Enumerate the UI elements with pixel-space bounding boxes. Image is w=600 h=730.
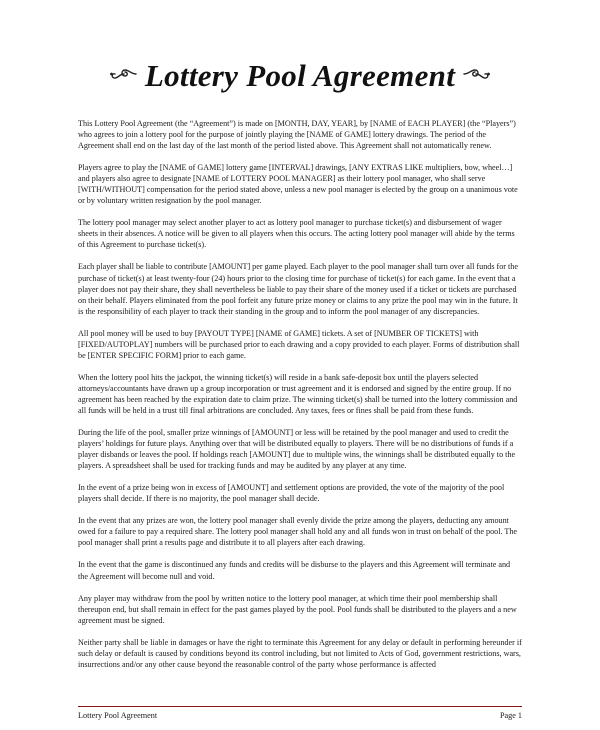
footer-document-name: Lottery Pool Agreement [78, 711, 158, 720]
paragraph-withdrawal: Any player may withdraw from the pool by written notice to the lottery pool manager, at which time their pool membership shall thereupon end, but shall remain in effect for the past games played by the pool. Pool funds shall be distributed to the players and a new agreement must be signed. [78, 593, 517, 625]
paragraph-tickets: All pool money will be used to buy [PAYOUT TYPE] [NAME of GAME] tickets. A set of [NUMBER OF TICKETS] with [FIXED/AUTOPLAY] numbers will be purchased prior to each drawing and a copy provided to each player. Forms of distribution shall be [ENTER SPECIFIC FORM] prior to each game. [78, 328, 520, 360]
paragraph-settlement: In the event of a prize being won in excess of [AMOUNT] and settlement options are provided, the vote of the majority of the pool players shall decide. If there is no majority, the pool manager shall decide. [78, 483, 505, 504]
title-block [0, 58, 600, 94]
paragraph-game: Players agree to play the [NAME of GAME] lottery game [INTERVAL] drawings, [ANY EXTRAS LIKE multipliers, bow, wheel…] and players also agree to designate [NAME of LOTTERY POOL MANAGER] as their lottery pool manager, who shall serve [WITH/WITHOUT] compensation for the period stated above, unless a new pool manager is elected by the group on a unanimous vote or by voluntary written resignation by the pool manager. [78, 163, 518, 206]
agreement-body [78, 118, 522, 681]
paragraph-acting-manager: The lottery pool manager may select another player to act as lottery pool manager to purchase ticket(s) and disbursement of wager sheets in their absences. A notice will be given to all players when this occurs. The acting lottery pool manager will abide by the terms of this Agreement to purchase ticket(s). [78, 218, 515, 250]
paragraph-jackpot: When the lottery pool hits the jackpot, the winning ticket(s) will reside in a bank safe-deposit box until the players selected attorneys/accountants have drawn up a group incorporation or trust agreement and it is endorsed and signed by the entire group. If no agreement has been reached by the expiration date to claim prize. The winning ticket(s) shall be turned into the lottery commission and all funds will be held in a trust till final arbitrations are concluded. Any taxes, fees or fines shall be paid from these funds. [78, 372, 518, 415]
footer-divider [78, 706, 522, 707]
paragraph-small-prizes: During the life of the pool, smaller prize winnings of [AMOUNT] or less will be retained by the pool manager and used to credit the players’ holdings for future plays. Anything over that will be distributed equally to players. There will be no distributions of funds if a player disbands or leaves the pool. If holdings reach [AMOUNT] due to multiple wins, the winnings shall be distributed equally to the players. A spreadsheet shall be used for tracking funds and may be audited by any player at any time. [78, 428, 516, 471]
flourish-right-icon [463, 66, 491, 87]
paragraph-intro: This Lottery Pool Agreement (the “Agreement”) is made on [MONTH, DAY, YEAR], by [NAME of EACH PLAYER] (the “Players”) who agrees to join a lottery pool for the purpose of jointly playing the [NAME of GAME] lottery drawings. The period of the Agreement shall end on the last day of the last month of the period listed above. This Agreement shall not automatically renew. [78, 119, 516, 151]
footer-page-number: Page 1 [499, 711, 522, 720]
paragraph-contribution: Each player shall be liable to contribute [AMOUNT] per game played. Each player to the pool manager shall turn over all funds for the purchase of ticket(s) at least twenty-four (24) hours prior to the closing time for purchase of ticket(s) for each game. In the event that a player does not pay their share, they shall nevertheless be liable to pay their share of the money used if a ticket or tickets are purchased on their behalf. Players eliminated from the pool forfeit any future prize money or claims to any prize the pool may win in the future. It is the responsibility of each player to track their standing in the group and to inform the pool manager of any discrepancies. [78, 262, 518, 316]
document-title: Lottery Pool Agreement [144, 58, 456, 93]
page-footer [78, 711, 522, 721]
paragraph-prize-division: In the event that any prizes are won, the lottery pool manager shall evenly divide the prize among the players, deducting any amount owed for a failure to pay a required share. The lottery pool manager shall hold any and all funds won in trust on behalf of the pool. The pool manager shall print a results page and distribute it to all players after each drawing. [78, 516, 517, 548]
paragraph-force-majeure: Neither party shall be liable in damages or have the right to terminate this Agreement for any delay or default in performing hereunder if such delay or default is caused by conditions beyond its control including, but not limited to Acts of God, government restrictions, wars, insurrections and/or any other cause beyond the reasonable control of the party whose performance is affected [78, 637, 522, 669]
paragraph-discontinued: In the event that the game is discontinued any funds and credits will be disburse to the players and this Agreement will terminate and the Agreement will become null and void. [78, 560, 511, 581]
flourish-left-icon [109, 66, 137, 87]
